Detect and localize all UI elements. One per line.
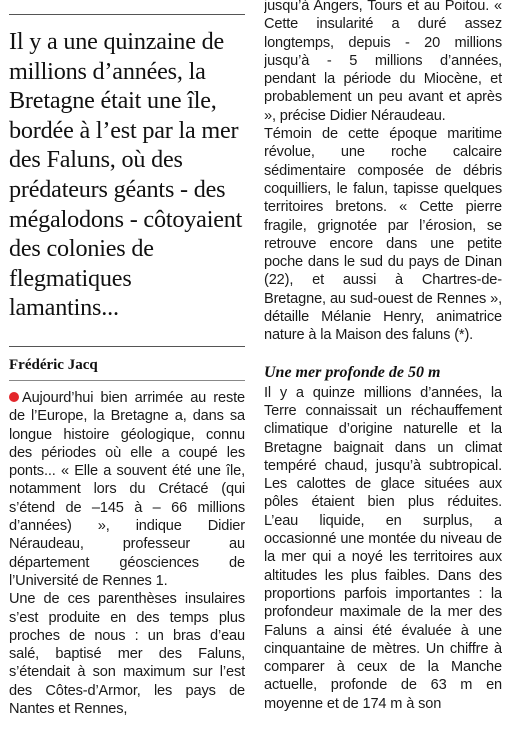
author-byline: Frédéric Jacq — [9, 356, 98, 373]
section-subheading: Une mer profonde de 50 m — [264, 363, 441, 381]
body-paragraph-1-text: Aujourd’hui bien arrimée au reste de l’Europe, la Bretagne a, dans sa longue histoire géologique, connu des périodes où elle a coupé les ponts... « Elle a souvent été une île, notamment lors du Crétacé (qui s’étend de –145 à – 66 millions d’années) », indique Didier Néraudeau, professeur au département géosciences de l’Université de Rennes 1. — [9, 389, 245, 589]
author-rule — [9, 346, 245, 347]
top-rule — [9, 14, 245, 15]
right-column — [264, 0, 502, 750]
body-paragraph-2: Une de ces parenthèses insulaires s’est produite en des temps plus proches de nous : un bras d’eau salé, baptisé mer des Faluns, s’étendait à son maximum sur l’est des Côtes-d’Armor, les pays de Nantes et Rennes, — [9, 591, 245, 717]
red-bullet-icon — [9, 392, 19, 402]
body-paragraph-4: Témoin de cette époque maritime révolue, une roche calcaire sédimentaire composée de débris coquilliers, le falun, tapisse quelques territoires bretons. « Cette pierre fragile, grignotée par l’érosion, se retrouve encore dans une petite poche dans le sud du pays de Dinan (22), et aussi à Chartres-de-Bretagne, au sud-ouest de Rennes », détaille Mélanie Henry, animatrice nature à la Maison des faluns (*). — [264, 126, 502, 344]
body-paragraph-3: jusqu’à Angers, Tours et au Poitou. « Cette insularité a duré assez longtemps, depuis - 20 millions jusqu’à - 5 millions d’années, pendant la période du Miocène, et probablement un peu avant et après », précise Didier Néraudeau. — [264, 0, 502, 124]
lead-paragraph: Il y a une quinzaine de millions d’années, la Bretagne était une île, bordée à l’est par la mer des Faluns, où des prédateurs géants - des mégalodons - côtoyaient des colonies de flegmatiques lamantins... — [9, 28, 243, 322]
left-column — [9, 0, 245, 750]
byline-rule — [9, 380, 245, 381]
body-paragraph-5: Il y a quinze millions d’années, la Terre connaissait un réchauffement climatique d’origine naturelle et la Bretagne baignait dans un climat tempéré chaud, jusqu’à subtropical. Les calottes de glace situées aux pôles étaient bien plus réduites. L’eau liquide, en surplus, a occasionné une montée du niveau de la mer qui a noyé les territoires aux altitudes les plus faibles. Dans des proportions parfois importantes : la profondeur maximale de la mer des Faluns a ainsi été évaluée à une cinquantaine de mètres. Un chiffre à comparer à ceux de la Manche actuelle, profonde de 63 m en moyenne et de 174 m à son — [264, 384, 502, 712]
body-paragraph-1 — [9, 389, 245, 590]
